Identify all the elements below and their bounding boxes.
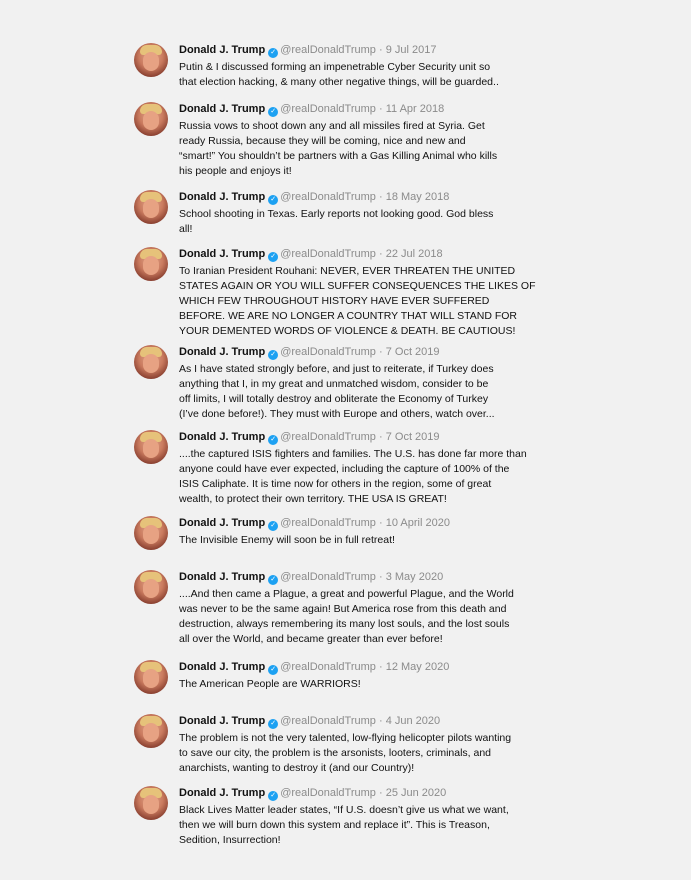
avatar xyxy=(134,190,168,224)
verified-badge-icon: ✓ xyxy=(268,791,278,801)
tweet-header: Donald J. Trump ✓ @realDonaldTrump · 25 Jun 2020 xyxy=(179,787,447,799)
tweet-header: Donald J. Trump ✓ @realDonaldTrump · 10 April 2020 xyxy=(179,517,450,529)
author-handle: @realDonaldTrump xyxy=(280,44,376,56)
tweet-header: Donald J. Trump ✓ @realDonaldTrump · 9 Jul 2017 xyxy=(179,44,437,56)
author-name: Donald J. Trump xyxy=(179,44,266,56)
tweet-date: 12 May 2020 xyxy=(385,661,450,673)
author-name: Donald J. Trump xyxy=(179,346,266,358)
tweet-date: 9 Jul 2017 xyxy=(385,44,437,56)
tweet-date: 10 April 2020 xyxy=(385,517,450,529)
author-handle: @realDonaldTrump xyxy=(280,571,376,583)
tweet-text: Russia vows to shoot down any and all missiles fired at Syria. Get ready Russia, because they will be coming, nice and new and “smart!” You shouldn’t be partners with a Gas Killing Animal who kills his people and enjoys it! xyxy=(179,120,498,177)
tweet-date: 25 Jun 2020 xyxy=(385,787,447,799)
tweet-header: Donald J. Trump ✓ @realDonaldTrump · 3 May 2020 xyxy=(179,571,444,583)
avatar xyxy=(134,43,168,77)
avatar xyxy=(134,660,168,694)
tweet-date: 3 May 2020 xyxy=(385,571,444,583)
author-handle: @realDonaldTrump xyxy=(280,248,376,260)
author-name: Donald J. Trump xyxy=(179,571,266,583)
tweet-date: 11 Apr 2018 xyxy=(385,103,445,115)
avatar xyxy=(134,570,168,604)
verified-badge-icon: ✓ xyxy=(268,665,278,675)
tweet-text: As I have stated strongly before, and just to reiterate, if Turkey does anything that I, in my great and unmatched wisdom, consider to be off limits, I will totally destroy and obliterate the Economy of Turkey (I’ve done before!). They must with Europe and others, watch over... xyxy=(179,363,495,420)
author-handle: @realDonaldTrump xyxy=(280,103,376,115)
avatar xyxy=(134,102,168,136)
author-name: Donald J. Trump xyxy=(179,191,266,203)
tweet-text: The problem is not the very talented, low-flying helicopter pilots wanting to save our city, the problem is the arsonists, looters, criminals, and anarchists, wanting to destroy it (and our Country)! xyxy=(179,732,512,774)
tweet-header: Donald J. Trump ✓ @realDonaldTrump · 7 Oct 2019 xyxy=(179,431,440,443)
tweet-date: 18 May 2018 xyxy=(385,191,450,203)
verified-badge-icon: ✓ xyxy=(268,521,278,531)
tweet-date: 22 Jul 2018 xyxy=(385,248,443,260)
avatar xyxy=(134,430,168,464)
author-name: Donald J. Trump xyxy=(179,248,266,260)
tweet-text: ....And then came a Plague, a great and powerful Plague, and the World was never to be the same again! But America rose from this death and destruction, always remembering its many lost souls, and the lost souls all over the World, and became greater than ever before! xyxy=(179,588,514,645)
tweet-date: 7 Oct 2019 xyxy=(385,431,440,443)
avatar xyxy=(134,516,168,550)
avatar xyxy=(134,345,168,379)
verified-badge-icon: ✓ xyxy=(268,719,278,729)
author-handle: @realDonaldTrump xyxy=(280,431,376,443)
verified-badge-icon: ✓ xyxy=(268,195,278,205)
verified-badge-icon: ✓ xyxy=(268,252,278,262)
tweet-text: ....the captured ISIS fighters and families. The U.S. has done far more than anyone could have ever expected, including the capture of 100% of the ISIS Caliphate. It is time now for others in the region, some of great wealth, to protect their own territory. THE USA IS GREAT! xyxy=(179,448,527,505)
author-name: Donald J. Trump xyxy=(179,103,266,115)
tweet-text: Putin & I discussed forming an impenetrable Cyber Security unit so that election hacking, & many other negative things, will be guarded.. xyxy=(179,61,499,88)
verified-badge-icon: ✓ xyxy=(268,435,278,445)
tweet-header: Donald J. Trump ✓ @realDonaldTrump · 22 Jul 2018 xyxy=(179,248,443,260)
tweet-header: Donald J. Trump ✓ @realDonaldTrump · 12 May 2020 xyxy=(179,661,450,673)
tweet-text: The American People are WARRIORS! xyxy=(179,678,361,690)
author-handle: @realDonaldTrump xyxy=(280,346,376,358)
tweet-text: Black Lives Matter leader states, “If U.S. doesn’t give us what we want, then we will burn down this system and replace it”. This is Treason, Sedition, Insurrection! xyxy=(179,804,509,846)
author-name: Donald J. Trump xyxy=(179,715,266,727)
avatar xyxy=(134,247,168,281)
avatar xyxy=(134,714,168,748)
author-name: Donald J. Trump xyxy=(179,787,266,799)
author-handle: @realDonaldTrump xyxy=(280,715,376,727)
author-name: Donald J. Trump xyxy=(179,517,266,529)
verified-badge-icon: ✓ xyxy=(268,350,278,360)
author-handle: @realDonaldTrump xyxy=(280,787,376,799)
author-handle: @realDonaldTrump xyxy=(280,191,376,203)
author-name: Donald J. Trump xyxy=(179,661,266,673)
author-name: Donald J. Trump xyxy=(179,431,266,443)
tweet-date: 7 Oct 2019 xyxy=(385,346,440,358)
avatar xyxy=(134,786,168,820)
tweet-header: Donald J. Trump ✓ @realDonaldTrump · 18 May 2018 xyxy=(179,191,450,203)
author-handle: @realDonaldTrump xyxy=(280,661,376,673)
tweet-header: Donald J. Trump ✓ @realDonaldTrump · 11 Apr 2018 xyxy=(179,103,445,115)
verified-badge-icon: ✓ xyxy=(268,107,278,117)
tweet-header: Donald J. Trump ✓ @realDonaldTrump · 4 Jun 2020 xyxy=(179,715,441,727)
author-handle: @realDonaldTrump xyxy=(280,517,376,529)
tweet-text: The Invisible Enemy will soon be in full retreat! xyxy=(179,534,395,546)
tweet-header: Donald J. Trump ✓ @realDonaldTrump · 7 Oct 2019 xyxy=(179,346,440,358)
verified-badge-icon: ✓ xyxy=(268,575,278,585)
tweet-text: To Iranian President Rouhani: NEVER, EVER THREATEN THE UNITED STATES AGAIN OR YOU WILL SUFFER CONSEQUENCES THE LIKES OF WHICH FEW THROUGHOUT HISTORY HAVE EVER SUFFERED BEFORE. WE ARE NO LONGER A COUNTRY THAT WILL STAND FOR YOUR DEMENTED WORDS OF VIOLENCE & DEATH. BE CAUTIOUS! xyxy=(179,265,536,337)
tweet-text: School shooting in Texas. Early reports not looking good. God bless all! xyxy=(179,208,494,235)
verified-badge-icon: ✓ xyxy=(268,48,278,58)
tweet-date: 4 Jun 2020 xyxy=(385,715,441,727)
